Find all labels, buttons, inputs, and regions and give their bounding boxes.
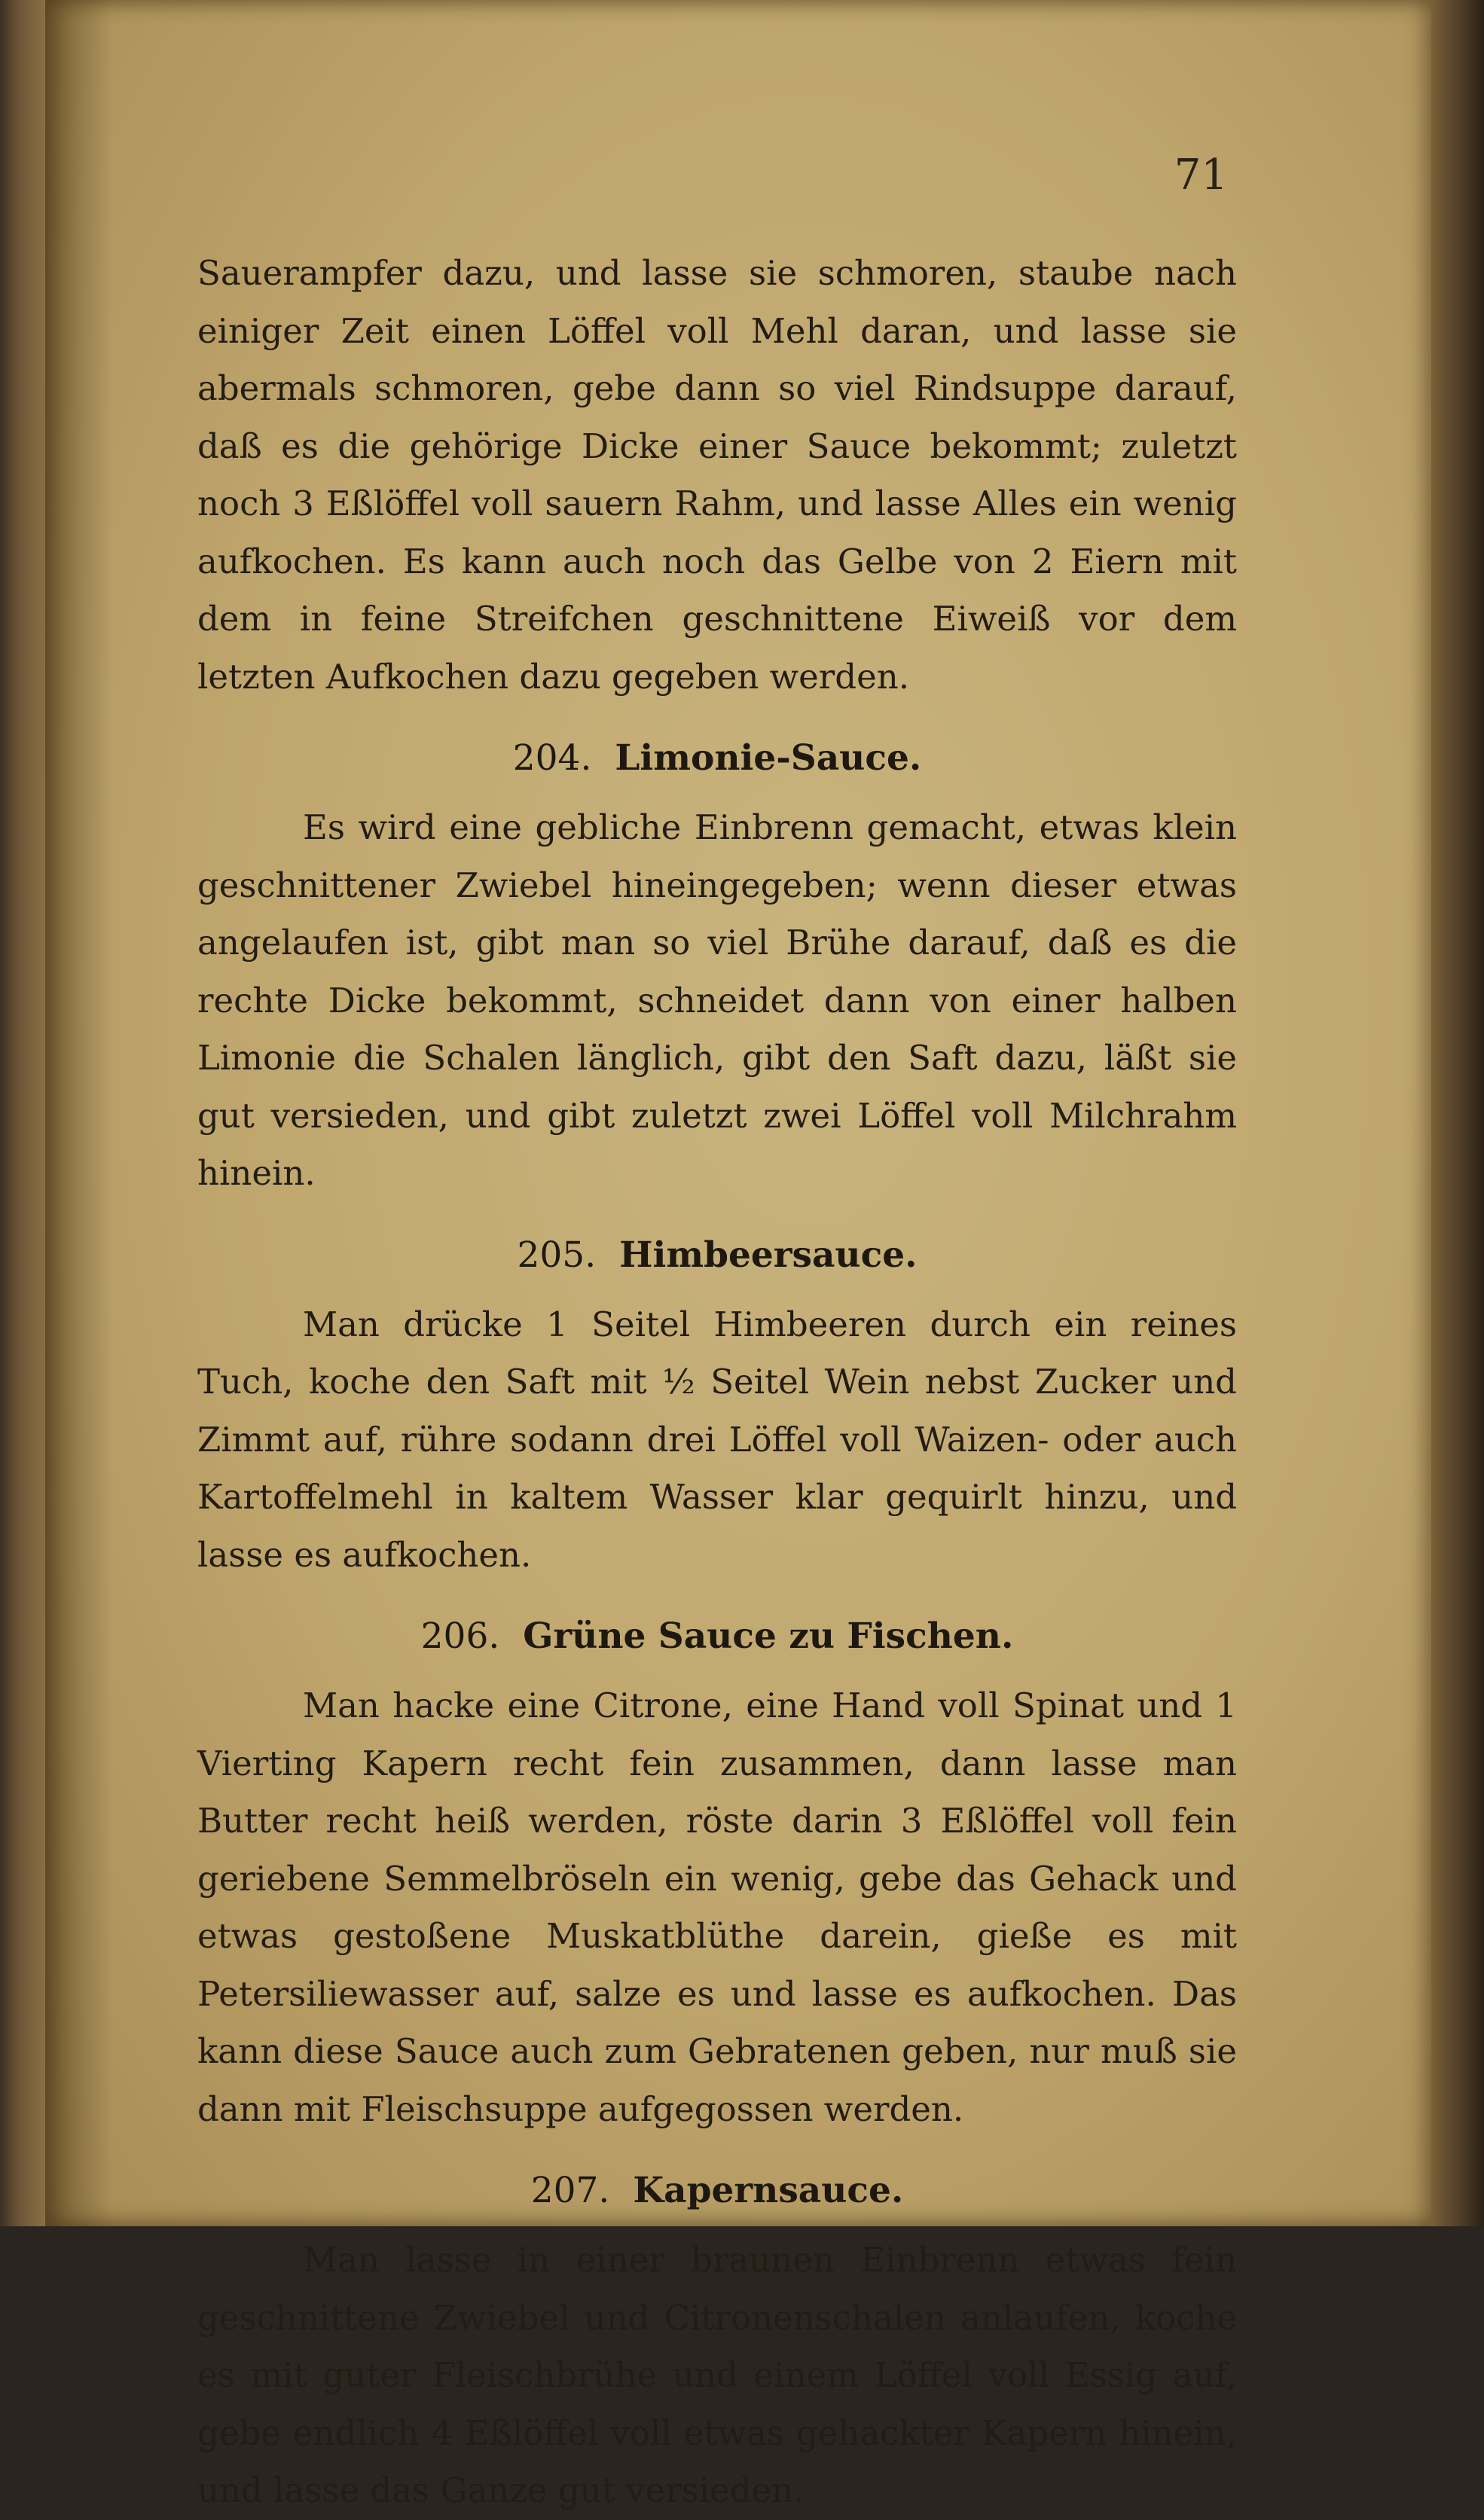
recipe-text-207: Man lasse in einer braunen Einbrenn etwas fein geschnittene Zwiebel und Citronenschalen anlaufen, koche es mit guter Fleischbrühe und einem Löffel voll Essig auf, gebe endlich 4 Eßlöffel voll etwas gehackter Kapern hinein, und lasse das Ganze gut versieden. bbox=[197, 2240, 1237, 2510]
recipe-text-206: Man hacke eine Citrone, eine Hand voll Spinat und 1 Vierting Kapern recht fein zusammen, dann lasse man Butter recht heiß werden, röste darin 3 Eßlöffel voll fein geriebene Semmelbröseln ein wenig, gebe das Gehack und etwas gestoßene Muskatblüthe darein, gieße es mit Petersiliewasser auf, salze es und lasse es aufkochen. Das kann diese Sauce auch zum Gebratenen geben, nur muß sie dann mit Fleischsuppe aufgegossen werden. bbox=[197, 1686, 1237, 2129]
recipe-heading-206 bbox=[197, 1614, 1237, 1659]
recipe-number: 207. bbox=[530, 2170, 610, 2211]
recipe-number: 204. bbox=[512, 737, 592, 779]
recipe-heading-207 bbox=[197, 2168, 1237, 2213]
book-fore-edge bbox=[1431, 0, 1484, 2226]
previous-page-edge bbox=[0, 0, 45, 2226]
intro-paragraph: Sauerampfer dazu, und lasse sie schmoren, staube nach einiger Zeit einen Löffel voll Mehl daran, und lasse sie abermals schmoren, gebe dann so viel Rindsuppe darauf, daß es die gehörige Dicke einer Sauce bekommt; zuletzt noch 3 Eßlöffel voll sauern Rahm, und lasse Alles ein wenig aufkochen. Es kann auch noch das Gelbe von 2 Eiern mit dem in feine Streifchen geschnittene Eiweiß vor dem letzten Aufkochen dazu gegeben werden. bbox=[197, 253, 1237, 697]
recipe-heading-205 bbox=[197, 1233, 1237, 1278]
page-text bbox=[197, 245, 1237, 2520]
recipe-number: 206. bbox=[420, 1615, 500, 1657]
recipe-number: 205. bbox=[517, 1234, 597, 1276]
recipe-title: Himbeersauce. bbox=[619, 1234, 918, 1276]
recipe-title: Grüne Sauce zu Fischen. bbox=[523, 1615, 1014, 1657]
page-number: 71 bbox=[1174, 151, 1228, 200]
recipe-text-205: Man drücke 1 Seitel Himbeeren durch ein reines Tuch, koche den Saft mit ½ Seitel Wein nebst Zucker und Zimmt auf, rühre sodann drei Löffel voll Waizen- oder auch Kartoffelmehl in kaltem Wasser klar gequirlt hinzu, und lasse es aufkochen. bbox=[197, 1304, 1237, 1575]
gutter-shadow bbox=[45, 0, 113, 2226]
recipe-title: Kapernsauce. bbox=[633, 2170, 904, 2211]
recipe-title: Limonie-Sauce. bbox=[615, 737, 922, 779]
recipe-text-204: Es wird eine gebliche Einbrenn gemacht, etwas klein geschnittener Zwiebel hineingegeben; wenn dieser etwas angelaufen ist, gibt man so viel Brühe darauf, daß es die rechte Dicke bekommt, schneidet dann von einer halben Limonie die Schalen länglich, gibt den Saft dazu, läßt sie gut versieden, und gibt zuletzt zwei Löffel voll Milchrahm hinein. bbox=[197, 807, 1237, 1193]
recipe-heading-204 bbox=[197, 736, 1237, 781]
